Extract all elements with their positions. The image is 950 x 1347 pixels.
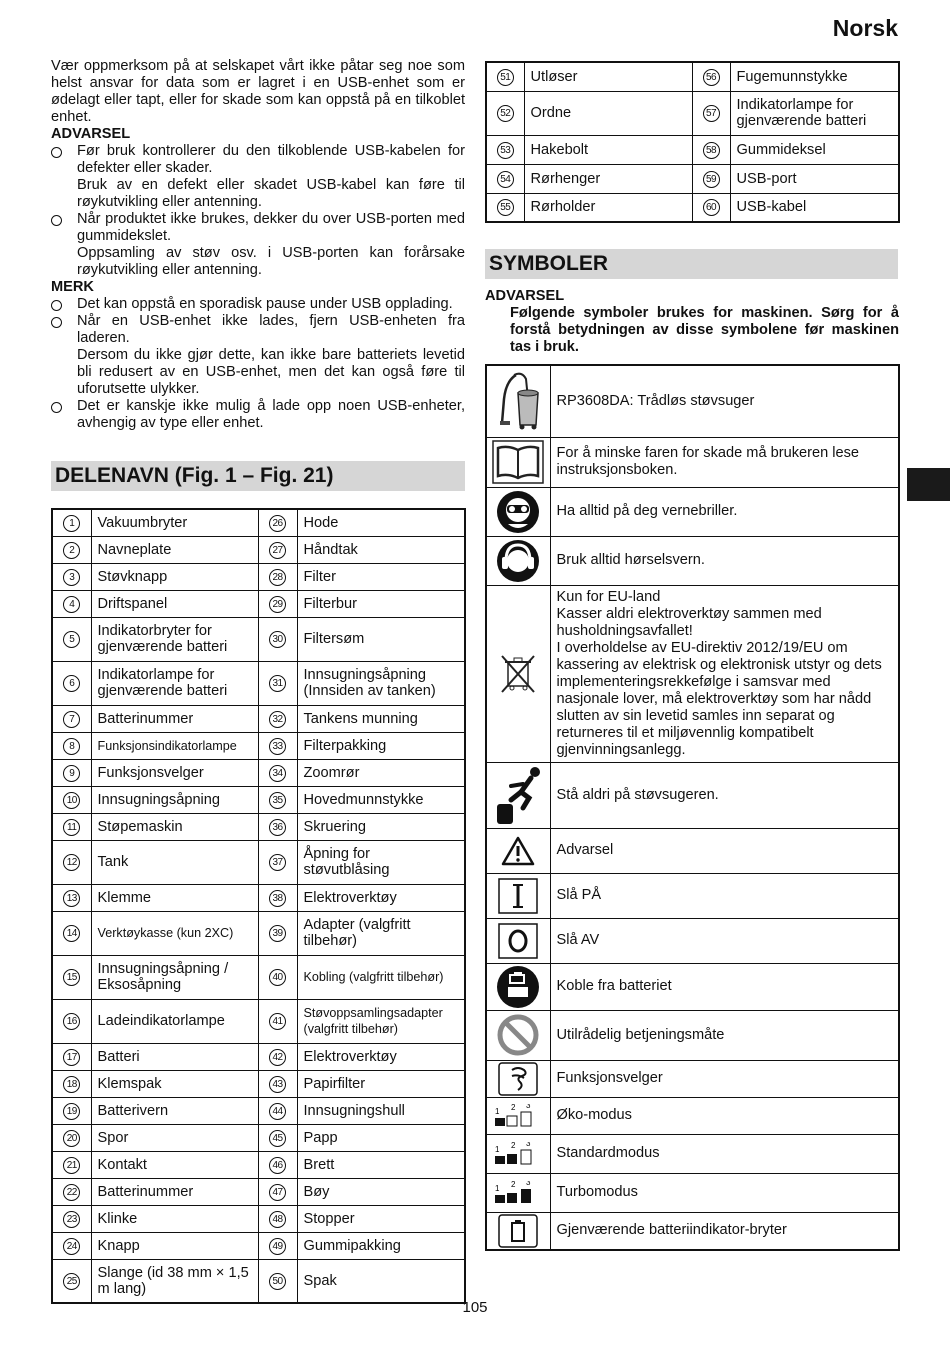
part-name: Rørholder	[524, 193, 692, 222]
part-number	[258, 1205, 297, 1232]
bullet-circle-icon	[51, 147, 62, 158]
symbols-warning-text: Følgende symboler brukes for maskinen. Sørg for å forstå betydningen av disse symbolene før maskinen tas i bruk.	[510, 305, 899, 355]
part-number-circle: 21	[63, 1157, 80, 1174]
symbol-description: Ha alltid på deg vernebriller.	[550, 487, 899, 536]
part-number	[52, 813, 91, 840]
part-number	[52, 563, 91, 590]
part-number-circle: 7	[63, 711, 80, 728]
part-number-circle: 19	[63, 1103, 80, 1120]
part-number	[258, 1151, 297, 1178]
symbol-description: Koble fra batteriet	[550, 963, 899, 1010]
part-number	[258, 661, 297, 705]
part-number	[258, 813, 297, 840]
part-name: Knapp	[91, 1232, 258, 1259]
part-number-circle: 51	[497, 69, 514, 86]
function-selector-icon	[486, 1060, 550, 1097]
part-name: Indikatorbryter for gjenværende batteri	[91, 617, 258, 661]
part-name: USB-kabel	[730, 193, 899, 222]
symbol-description: Advarsel	[550, 828, 899, 873]
symbol-description: Stå aldri på støvsugeren.	[550, 762, 899, 828]
part-name: Batterivern	[91, 1097, 258, 1124]
part-number-circle: 37	[269, 854, 286, 871]
part-name: Innsugningsåpning (Innsiden av tanken)	[297, 661, 465, 705]
part-number	[52, 617, 91, 661]
parts-row	[52, 1259, 465, 1303]
part-number-circle: 2	[63, 542, 80, 559]
part-number	[52, 1178, 91, 1205]
part-number	[258, 999, 297, 1043]
symbol-row	[486, 762, 899, 828]
part-number-circle: 3	[63, 569, 80, 586]
bullet-circle-icon	[51, 317, 62, 328]
part-name: Bøy	[297, 1178, 465, 1205]
part-name: Vakuumbryter	[91, 509, 258, 536]
part-name: Zoomrør	[297, 759, 465, 786]
symbol-description: Utilrådelig betjeningsmåte	[550, 1010, 899, 1060]
part-number-circle: 4	[63, 596, 80, 613]
parts-row	[486, 164, 899, 193]
part-name: Elektroverktøy	[297, 1043, 465, 1070]
parts-row	[52, 509, 465, 536]
symbol-description: RP3608DA: Trådløs støvsuger	[550, 365, 899, 437]
parts-row	[52, 1151, 465, 1178]
part-number-circle: 16	[63, 1013, 80, 1030]
part-number-circle: 55	[497, 199, 514, 216]
part-number-circle: 40	[269, 969, 286, 986]
part-name: Gummideksel	[730, 135, 899, 164]
part-name: Utløser	[524, 62, 692, 91]
part-name: Batterinummer	[91, 1178, 258, 1205]
part-number	[52, 509, 91, 536]
note-item: Når en USB-enhet ikke lades, fjern USB-enheten fra laderen. Dersom du ikke gjør dette, kan ikke bare batteriets levetid bli redusert av en USB-enhet, men det kan også føre til uforutsette ulykker.	[51, 313, 465, 398]
parts-row	[52, 1097, 465, 1124]
part-number-circle: 56	[703, 69, 720, 86]
part-number-circle: 27	[269, 542, 286, 559]
part-number-circle: 29	[269, 596, 286, 613]
svg-text:3: 3	[526, 1103, 531, 1110]
svg-text:1: 1	[495, 1144, 500, 1154]
part-name: Ordne	[524, 91, 692, 135]
parts-row	[52, 1070, 465, 1097]
part-number	[258, 509, 297, 536]
part-name: Navneplate	[91, 536, 258, 563]
parts-row	[52, 999, 465, 1043]
part-name: Spak	[297, 1259, 465, 1303]
bullet-circle-icon	[51, 215, 62, 226]
symbols-warning	[485, 288, 899, 356]
part-number-circle: 23	[63, 1211, 80, 1228]
part-number-circle: 52	[497, 105, 514, 122]
eco-mode-icon	[486, 1097, 550, 1134]
part-number-circle: 34	[269, 765, 286, 782]
part-number	[52, 884, 91, 911]
part-name: Støpemaskin	[91, 813, 258, 840]
part-number-circle: 24	[63, 1238, 80, 1255]
part-number-circle: 38	[269, 890, 286, 907]
switch-on-icon	[486, 873, 550, 918]
part-name: Filterbur	[297, 590, 465, 617]
part-name: Batterinummer	[91, 705, 258, 732]
part-number-circle: 14	[63, 925, 80, 942]
parts-row	[52, 661, 465, 705]
symbol-description	[550, 585, 899, 762]
part-number	[258, 786, 297, 813]
symbol-row	[486, 487, 899, 536]
part-number-circle: 44	[269, 1103, 286, 1120]
part-name: Filtersøm	[297, 617, 465, 661]
parts-table-left	[51, 508, 466, 1304]
part-name: Indikatorlampe for gjenværende batteri	[91, 661, 258, 705]
parts-row	[52, 840, 465, 884]
part-number	[258, 590, 297, 617]
parts-row	[52, 1043, 465, 1070]
section-tab-marker	[907, 468, 950, 501]
part-number-circle: 58	[703, 142, 720, 159]
battery-indicator-icon	[486, 1212, 550, 1250]
part-name: Driftspanel	[91, 590, 258, 617]
part-number	[52, 732, 91, 759]
part-number-circle: 36	[269, 819, 286, 836]
symbol-description: Slå PÅ	[550, 873, 899, 918]
part-number	[258, 759, 297, 786]
part-name: Adapter (valgfritt tilbehør)	[297, 911, 465, 955]
part-number	[486, 164, 524, 193]
part-number	[52, 1043, 91, 1070]
svg-text:2: 2	[511, 1180, 516, 1189]
parts-row	[52, 590, 465, 617]
part-name: Kobling (valgfritt tilbehør)	[297, 955, 465, 999]
part-number	[258, 884, 297, 911]
parts-row	[486, 135, 899, 164]
usb-disclaimer: Vær oppmerksom på at selskapet vårt ikke påtar seg noe som helst ansvar for data som er lagret i en USB-enhet som er ødelagt eller tapt, eller for skade som kan oppstå på en tilkoblet enhet.	[51, 58, 465, 125]
part-number-circle: 31	[269, 675, 286, 692]
part-number	[52, 1124, 91, 1151]
part-number	[52, 536, 91, 563]
part-number	[258, 1232, 297, 1259]
symbol-description-line: Kun for EU-land	[556, 588, 661, 605]
delenavn-heading: DELENAVN (Fig. 1 – Fig. 21)	[51, 461, 465, 491]
part-name: Skruering	[297, 813, 465, 840]
part-name: Ladeindikatorlampe	[91, 999, 258, 1043]
warning-item: Når produktet ikke brukes, dekker du over USB-porten med gummidekslet. Oppsamling av støv osv. i USB-porten kan forårsake røykutvikling eller antenning.	[51, 211, 465, 279]
symbol-row	[486, 1134, 899, 1173]
part-number-circle: 1	[63, 515, 80, 532]
part-number	[258, 911, 297, 955]
part-name: Klinke	[91, 1205, 258, 1232]
part-number-circle: 43	[269, 1076, 286, 1093]
part-number-circle: 22	[63, 1184, 80, 1201]
part-number-circle: 35	[269, 792, 286, 809]
part-number	[52, 705, 91, 732]
part-number-circle: 18	[63, 1076, 80, 1093]
part-name: Åpning for støvutblåsing	[297, 840, 465, 884]
language-label: Norsk	[832, 15, 898, 41]
part-name: Rørhenger	[524, 164, 692, 193]
parts-row	[52, 705, 465, 732]
part-number-circle: 11	[63, 819, 80, 836]
vacuum-cleaner-icon	[486, 365, 550, 437]
part-number-circle: 30	[269, 631, 286, 648]
no-stepping-icon	[486, 762, 550, 828]
parts-row	[52, 617, 465, 661]
part-number	[692, 91, 730, 135]
part-name: Kontakt	[91, 1151, 258, 1178]
part-number-circle: 26	[269, 515, 286, 532]
part-number-circle: 42	[269, 1049, 286, 1066]
part-number-circle: 47	[269, 1184, 286, 1201]
parts-row	[52, 732, 465, 759]
symbol-row	[486, 1173, 899, 1212]
symbol-row	[486, 585, 899, 762]
ear-protection-icon	[486, 536, 550, 585]
part-number-circle: 28	[269, 569, 286, 586]
part-number	[52, 1259, 91, 1303]
symbol-description: Øko-modus	[550, 1097, 899, 1134]
svg-text:2: 2	[511, 1141, 516, 1150]
part-name: Hakebolt	[524, 135, 692, 164]
left-text-block	[51, 58, 465, 432]
part-name: USB-port	[730, 164, 899, 193]
part-number	[52, 661, 91, 705]
symbol-row	[486, 963, 899, 1010]
parts-row	[52, 1178, 465, 1205]
parts-row	[52, 563, 465, 590]
open-book-icon	[486, 437, 550, 487]
part-number-circle: 15	[63, 969, 80, 986]
part-number-circle: 12	[63, 854, 80, 871]
symbol-description: Funksjonsvelger	[550, 1060, 899, 1097]
part-number	[258, 1178, 297, 1205]
part-name: Tankens munning	[297, 705, 465, 732]
part-number-circle: 9	[63, 765, 80, 782]
part-name: Verktøykasse (kun 2XC)	[91, 911, 258, 955]
symboler-heading: SYMBOLER	[485, 249, 898, 279]
part-name: Innsugningshull	[297, 1097, 465, 1124]
parts-row	[486, 91, 899, 135]
part-number-circle: 6	[63, 675, 80, 692]
part-name: Funksjonsvelger	[91, 759, 258, 786]
parts-row	[52, 813, 465, 840]
part-number	[258, 1259, 297, 1303]
part-name: Filterpakking	[297, 732, 465, 759]
part-number-circle: 13	[63, 890, 80, 907]
parts-row	[52, 955, 465, 999]
svg-text:1: 1	[495, 1106, 500, 1116]
parts-row	[52, 786, 465, 813]
part-number-circle: 57	[703, 105, 720, 122]
part-number	[258, 563, 297, 590]
parts-row	[52, 1232, 465, 1259]
part-name: Håndtak	[297, 536, 465, 563]
part-name: Papirfilter	[297, 1070, 465, 1097]
svg-text:1: 1	[495, 1183, 500, 1193]
part-number	[52, 955, 91, 999]
part-number-circle: 41	[269, 1013, 286, 1030]
part-number	[486, 193, 524, 222]
note-item: Det kan oppstå en sporadisk pause under USB opplading.	[51, 296, 465, 313]
part-name: Klemme	[91, 884, 258, 911]
parts-row	[52, 911, 465, 955]
crossed-bin-icon	[486, 585, 550, 762]
parts-row	[52, 1124, 465, 1151]
part-name: Hovedmunnstykke	[297, 786, 465, 813]
part-number	[692, 62, 730, 91]
note-item: Det er kanskje ikke mulig å lade opp noen USB-enheter, avhengig av type eller enhet.	[51, 398, 465, 432]
part-number	[52, 759, 91, 786]
part-number-circle: 60	[703, 199, 720, 216]
part-number-circle: 5	[63, 631, 80, 648]
page-number: 105	[462, 1299, 488, 1316]
part-number-circle: 53	[497, 142, 514, 159]
symbol-description-line: Kasser aldri elektroverktøy sammen med husholdningsavfallet!	[556, 605, 822, 639]
svg-text:3: 3	[526, 1180, 531, 1187]
symbol-row	[486, 828, 899, 873]
parts-row	[486, 193, 899, 222]
part-name: Slange (id 38 mm × 1,5 m lang)	[91, 1259, 258, 1303]
part-number	[52, 590, 91, 617]
part-number-circle: 54	[497, 171, 514, 188]
part-name: Brett	[297, 1151, 465, 1178]
part-number-circle: 46	[269, 1157, 286, 1174]
part-number	[486, 62, 524, 91]
part-number	[258, 955, 297, 999]
symbol-description-line: I overholdelse av EU-direktiv 2012/19/EU om kassering av elektrisk og elektronisk utstyr og dets implementeringsrekkefølge i samsvar med nasjonale lover, må elektroverktøy som har nådd slutten av sin levetid samles inn separat og returneres til et miljøvennlig kompatibelt gjenvinningsanlegg.	[556, 639, 882, 758]
part-name: Stopper	[297, 1205, 465, 1232]
part-name: Hode	[297, 509, 465, 536]
part-number	[258, 536, 297, 563]
part-number	[258, 617, 297, 661]
warning-item: Før bruk kontrollerer du den tilkoblende USB-kabelen for defekter eller skader. Bruk av en defekt eller skadet USB-kabel kan føre til røykutvikling eller antenning.	[51, 143, 465, 211]
part-number	[258, 705, 297, 732]
part-number-circle: 50	[269, 1273, 286, 1290]
standard-mode-icon	[486, 1134, 550, 1173]
part-name: Støvoppsamlingsadapter (valgfritt tilbehør)	[297, 999, 465, 1043]
part-number	[52, 911, 91, 955]
part-name: Filter	[297, 563, 465, 590]
part-number-circle: 8	[63, 738, 80, 755]
part-name: Klemspak	[91, 1070, 258, 1097]
part-number	[52, 1205, 91, 1232]
part-number-circle: 10	[63, 792, 80, 809]
part-number	[692, 164, 730, 193]
part-name: Batteri	[91, 1043, 258, 1070]
parts-row	[52, 884, 465, 911]
symbol-description: Slå AV	[550, 918, 899, 963]
bullet-circle-icon	[51, 402, 62, 413]
symbol-description: For å minske faren for skade må brukeren lese instruksjonsboken.	[550, 437, 899, 487]
symbols-table	[485, 364, 900, 1251]
symbol-description: Gjenværende batteriindikator-bryter	[550, 1212, 899, 1250]
part-name: Papp	[297, 1124, 465, 1151]
part-name: Fugemunnstykke	[730, 62, 899, 91]
disconnect-battery-icon	[486, 963, 550, 1010]
prohibited-icon	[486, 1010, 550, 1060]
part-name: Indikatorlampe for gjenværende batteri	[730, 91, 899, 135]
warning-label: ADVARSEL	[51, 126, 131, 142]
part-number-circle: 49	[269, 1238, 286, 1255]
symbol-row	[486, 918, 899, 963]
warning-triangle-icon	[486, 828, 550, 873]
part-number	[52, 1070, 91, 1097]
part-number	[258, 1043, 297, 1070]
symbol-row	[486, 1060, 899, 1097]
parts-row	[52, 536, 465, 563]
symbol-row	[486, 1212, 899, 1250]
part-name: Innsugningsåpning	[91, 786, 258, 813]
part-name: Støvknapp	[91, 563, 258, 590]
symbol-description: Bruk alltid hørselsvern.	[550, 536, 899, 585]
safety-goggles-icon	[486, 487, 550, 536]
part-name: Elektroverktøy	[297, 884, 465, 911]
parts-row	[52, 759, 465, 786]
parts-row	[52, 1205, 465, 1232]
part-name: Funksjonsindikatorlampe	[91, 732, 258, 759]
symbol-row	[486, 437, 899, 487]
part-name: Spor	[91, 1124, 258, 1151]
part-number	[258, 1124, 297, 1151]
part-number-circle: 25	[63, 1273, 80, 1290]
part-number	[692, 193, 730, 222]
parts-row	[486, 62, 899, 91]
note-label: MERK	[51, 279, 94, 295]
part-number-circle: 32	[269, 711, 286, 728]
part-name: Tank	[91, 840, 258, 884]
part-number	[52, 840, 91, 884]
symbol-row	[486, 365, 899, 437]
symbol-row	[486, 873, 899, 918]
part-number	[52, 1232, 91, 1259]
turbo-mode-icon	[486, 1173, 550, 1212]
part-number	[692, 135, 730, 164]
part-number	[258, 840, 297, 884]
symbol-row	[486, 1097, 899, 1134]
symbols-warning-label: ADVARSEL	[485, 288, 565, 304]
part-number	[52, 1097, 91, 1124]
part-name: Gummipakking	[297, 1232, 465, 1259]
part-number	[258, 732, 297, 759]
part-number	[258, 1097, 297, 1124]
part-number	[52, 999, 91, 1043]
part-number-circle: 59	[703, 171, 720, 188]
symbol-description: Turbomodus	[550, 1173, 899, 1212]
symbol-row	[486, 1010, 899, 1060]
part-number-circle: 45	[269, 1130, 286, 1147]
part-number	[486, 135, 524, 164]
svg-text:3: 3	[526, 1141, 531, 1148]
svg-text:2: 2	[511, 1103, 516, 1112]
part-number-circle: 39	[269, 925, 286, 942]
part-number-circle: 33	[269, 738, 286, 755]
symbol-row	[486, 536, 899, 585]
part-number-circle: 48	[269, 1211, 286, 1228]
switch-off-icon	[486, 918, 550, 963]
part-number-circle: 20	[63, 1130, 80, 1147]
part-number	[52, 786, 91, 813]
part-name: Innsugningsåpning / Eksosåpning	[91, 955, 258, 999]
symbol-description: Standardmodus	[550, 1134, 899, 1173]
parts-table-right	[485, 61, 900, 223]
bullet-circle-icon	[51, 300, 62, 311]
part-number	[258, 1070, 297, 1097]
part-number	[486, 91, 524, 135]
part-number-circle: 17	[63, 1049, 80, 1066]
part-number	[52, 1151, 91, 1178]
